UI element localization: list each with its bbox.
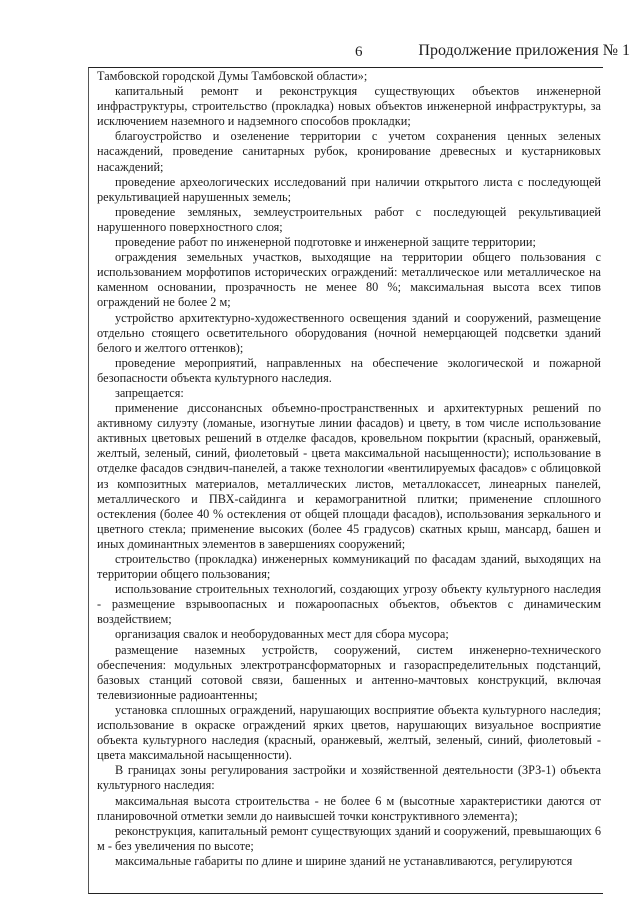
paragraph: размещение наземных устройств, сооружений, систем инженерно-технического обеспечения: модульных электротрансформаторных и газораспределительных подстанций, базовых станций сотовой связи, башенных и антенно-мачтовых конструкций, включая телевизионные радиоантенны; (97, 642, 601, 702)
paragraph: применение диссонансных объемно-пространственных и архитектурных решений по активному силуэту (ломаные, изогнутые линии фасадов) и цвету, в том числе использование активных цветовых решений в отделке фасадов, кровельном покрытии (красный, оранжевый, желтый, зеленый, синий, фиолетовый - цвета максимальной насыщенности); использование в отделке фасадов сэндвич-панелей, а также технологии «вентилируемых фасадов» с облицовкой из композитных материалов, металлических листов, металлокассет, линеарных панелей, металлического и ПВХ-сайдинга и керамогранитной плитки; применение сплошного остекления (более 40 % остекления от общей площади фасадов), использования зеркального и цветного стекла; применение высоких (более 45 градусов) скатных крыш, мансард, башен и иных доминантных элементов в завершениях сооружений; (97, 401, 601, 551)
paragraph: благоустройство и озеленение территории с учетом сохранения ценных зеленых насаждений, проведение санитарных рубок, кронирование древесных и кустарниковых насаждений; (97, 129, 601, 174)
document-body (97, 69, 601, 869)
paragraph: организация свалок и необорудованных мест для сбора мусора; (115, 627, 449, 642)
paragraph: Тамбовской городской Думы Тамбовской области»; (97, 69, 368, 83)
paragraph: максимальная высота строительства - не более 6 м (высотные характеристики даются от планировочной отметки земли до наивысшей точки конструктивного элемента); (97, 793, 601, 823)
paragraph: реконструкция, капитальный ремонт существующих зданий и сооружений, превышающих 6 м - без увеличения по высоте; (97, 823, 601, 853)
paragraph: установка сплошных ограждений, нарушающих восприятие объекта культурного наследия; использование в окраске ограждений ярких цветов, нарушающих визуальное восприятие объекта культурного наследия (красный, оранжевый, желтый, зеленый, синий, фиолетовый - цвета максимальной насыщенности). (97, 702, 601, 763)
paragraph: максимальные габариты по длине и ширине зданий не устанавливаются, регулируются (115, 853, 573, 868)
paragraph-heading: запрещается: (115, 385, 184, 400)
paragraph: использование строительных технологий, создающих угрозу объекту культурного наследия - размещение взрывоопасных и пожароопасных объектов, объектов с динамическим воздействием; (97, 582, 601, 627)
paragraph: проведение работ по инженерной подготовке и инженерной защите территории; (115, 235, 536, 250)
page-number: 6 (355, 44, 363, 60)
paragraph: устройство архитектурно-художественного освещения зданий и сооружений, размещение отдельно стоящего осветительного оборудования (ночной немерцающей подсветки зданий белого и желтого оттенков); (97, 310, 601, 355)
paragraph: капитальный ремонт и реконструкция существующих объектов инженерной инфраструктуры, строительство (прокладка) новых объектов инженерной инфраструктуры, за исключением наземного и надземного способов прокладки; (97, 84, 601, 129)
paragraph: ограждения земельных участков, выходящие на территории общего пользования с использованием морфотипов исторических ограждений: металлическое или металлическое на каменном основании, прозрачность не менее 80 %; максимальная высота всех типов ограждений не более 2 м; (97, 250, 601, 310)
paragraph: В границах зоны регулирования застройки и хозяйственной деятельности (ЗРЗ-1) объекта культурного наследия: (97, 763, 601, 793)
paragraph: проведение археологических исследований при наличии открытого листа с последующей рекультивацией нарушенных земель; (97, 174, 601, 204)
paragraph: проведение земляных, землеустроительных работ с последующей рекультивацией нарушенного поверхностного слоя; (97, 204, 601, 234)
appendix-heading: Продолжение приложения № 1 (418, 42, 630, 59)
paragraph: проведение мероприятий, направленных на обеспечение экологической и пожарной безопасности объекта культурного наследия. (97, 355, 601, 385)
paragraph: строительство (прокладка) инженерных коммуникаций по фасадам зданий, выходящих на территории общего пользования; (97, 552, 601, 582)
